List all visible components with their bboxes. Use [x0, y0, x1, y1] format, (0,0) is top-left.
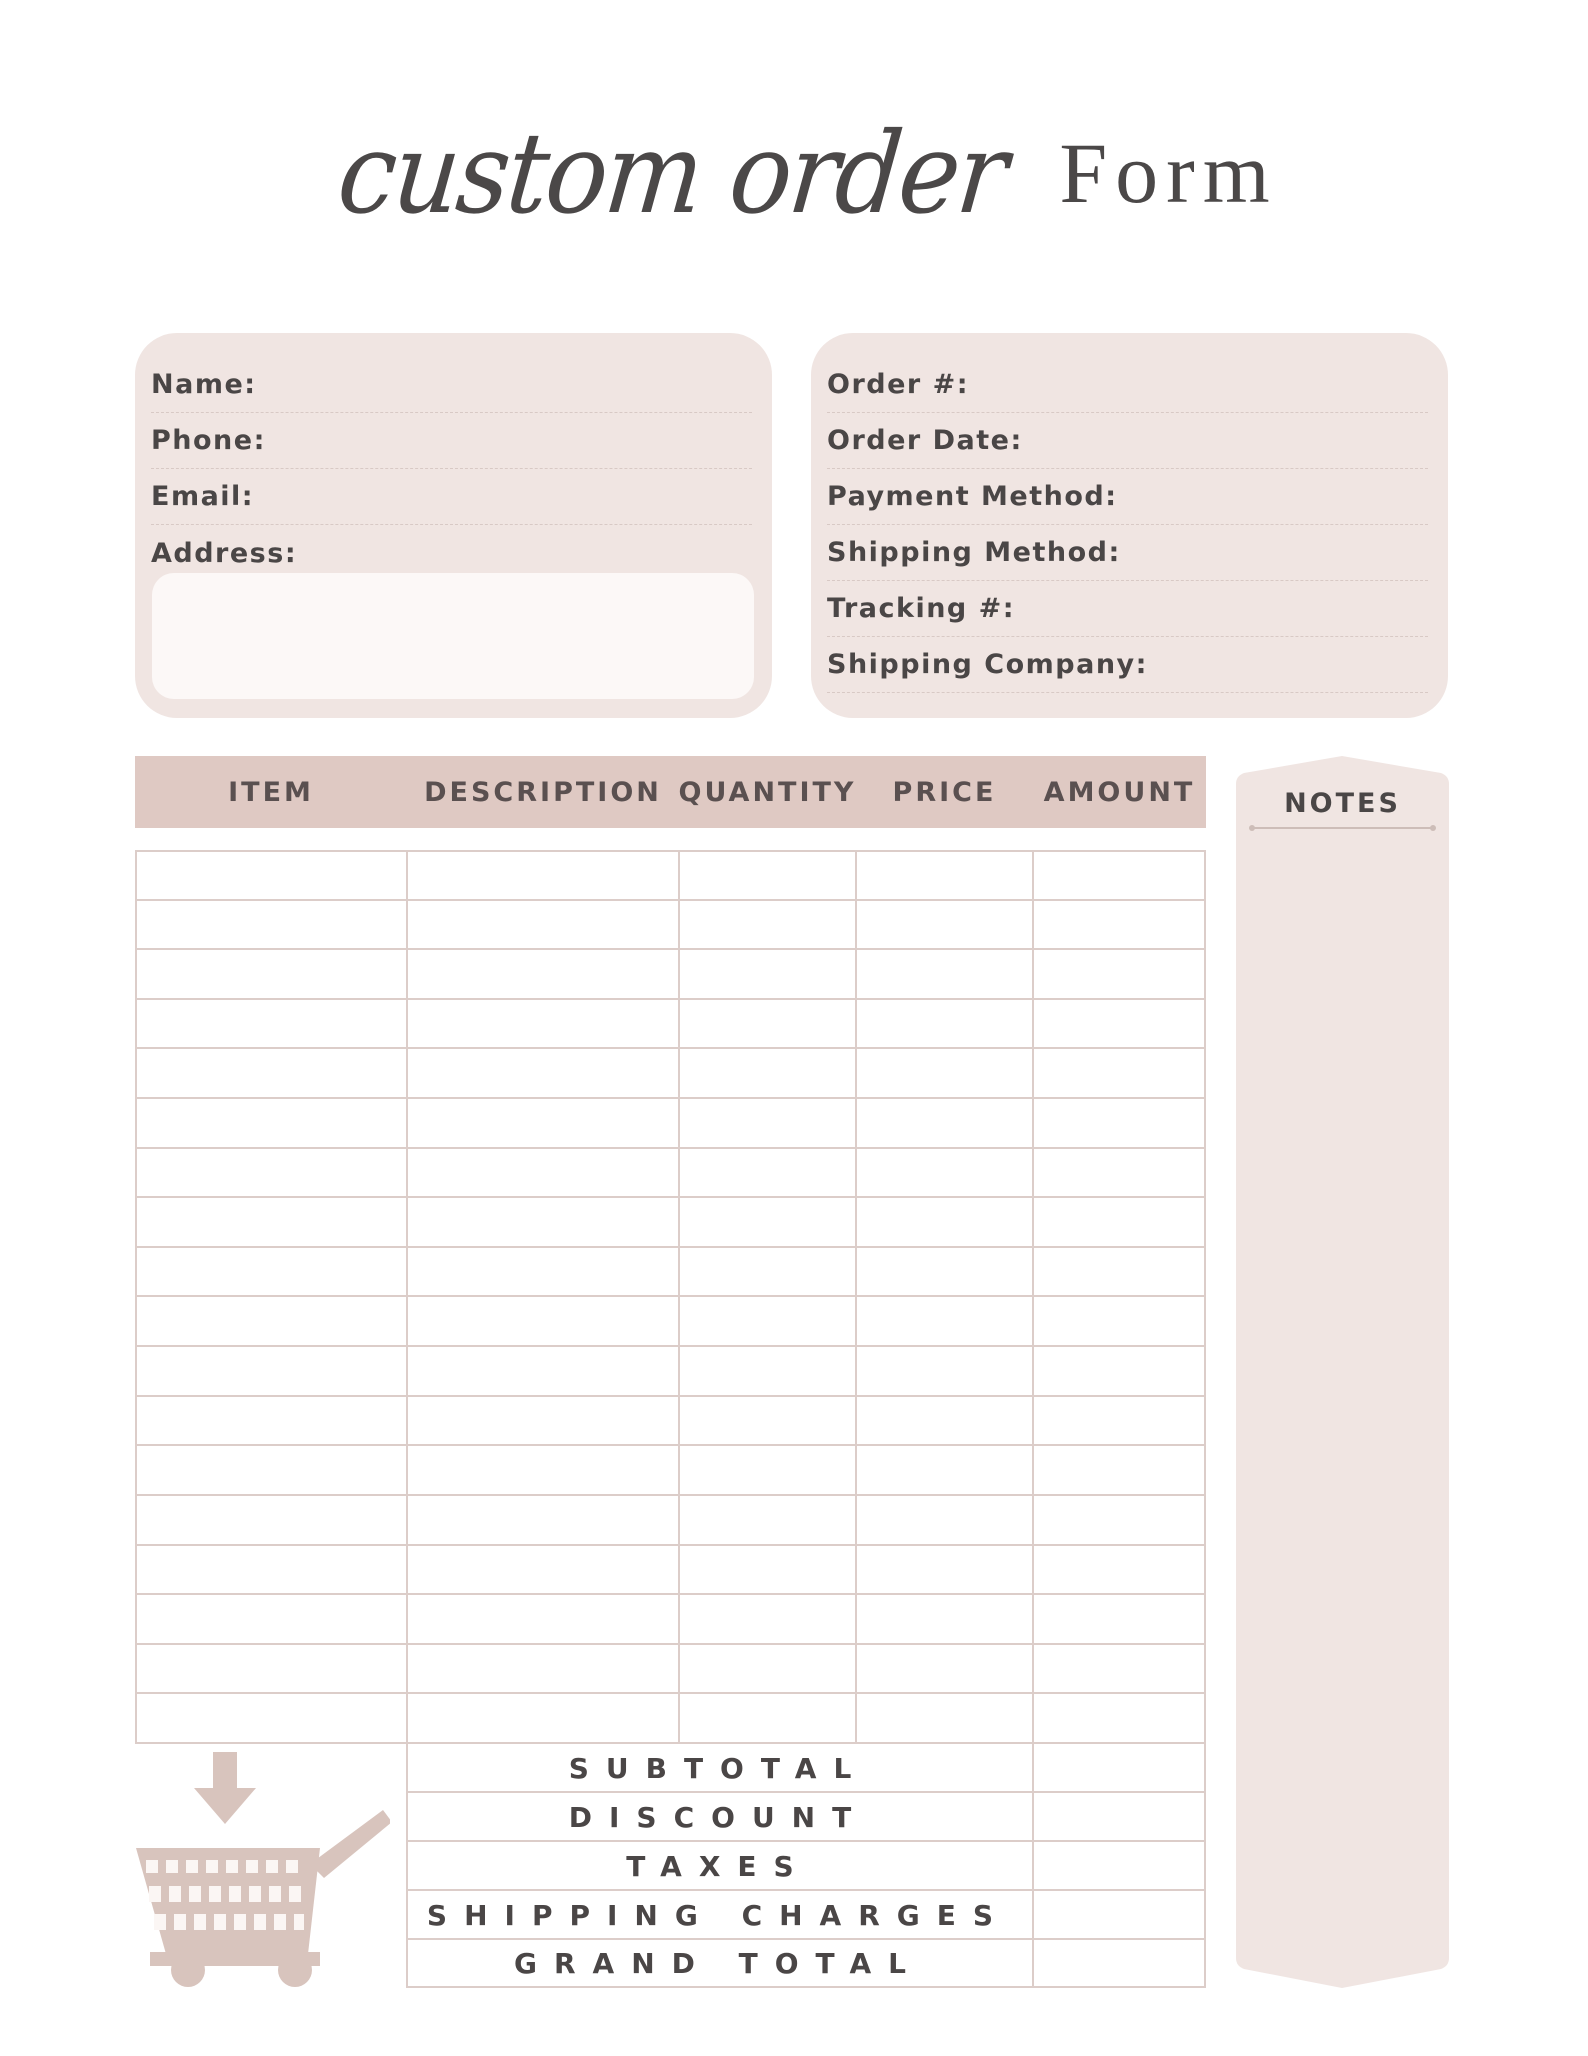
page-title [0, 40, 1588, 239]
shopping-cart-icon [130, 1752, 390, 1987]
email-field[interactable]: Email: [151, 469, 752, 525]
customer-info-box [135, 333, 772, 718]
name-field[interactable]: Name: [151, 357, 752, 413]
order-info-box [811, 333, 1448, 718]
discount-label: DISCOUNT [568, 1801, 869, 1834]
phone-field[interactable]: Phone: [151, 413, 752, 469]
address-label: Address: [151, 537, 298, 569]
notes-panel[interactable] [1236, 756, 1449, 1988]
header-price: PRICE [892, 776, 997, 808]
order-date-field[interactable]: Order Date: [827, 413, 1428, 469]
shipping-method-field[interactable]: Shipping Method: [827, 525, 1428, 581]
payment-method-field[interactable]: Payment Method: [827, 469, 1428, 525]
table-header [135, 756, 1206, 828]
shipping-company-field[interactable]: Shipping Company: [827, 637, 1428, 693]
order-number-field[interactable]: Order #: [827, 357, 1428, 413]
notes-shape [1236, 756, 1449, 1988]
header-description: DESCRIPTION [424, 776, 662, 808]
title-form-word: Form [1059, 125, 1278, 221]
taxes-label: TAXES [626, 1850, 811, 1883]
subtotal-label: SUBTOTAL [568, 1752, 869, 1785]
down-arrow-icon [194, 1752, 256, 1824]
header-quantity: QUANTITY [678, 776, 857, 808]
tracking-number-field[interactable]: Tracking #: [827, 581, 1428, 637]
title-script: custom order [332, 109, 1011, 239]
grand-total-label: GRAND TOTAL [514, 1947, 923, 1980]
shipping-charges-label: SHIPPING CHARGES [426, 1899, 1011, 1932]
notes-title: NOTES [1284, 788, 1401, 819]
header-item: ITEM [228, 776, 314, 808]
address-input-area[interactable] [152, 573, 754, 699]
header-amount: AMOUNT [1043, 776, 1196, 808]
